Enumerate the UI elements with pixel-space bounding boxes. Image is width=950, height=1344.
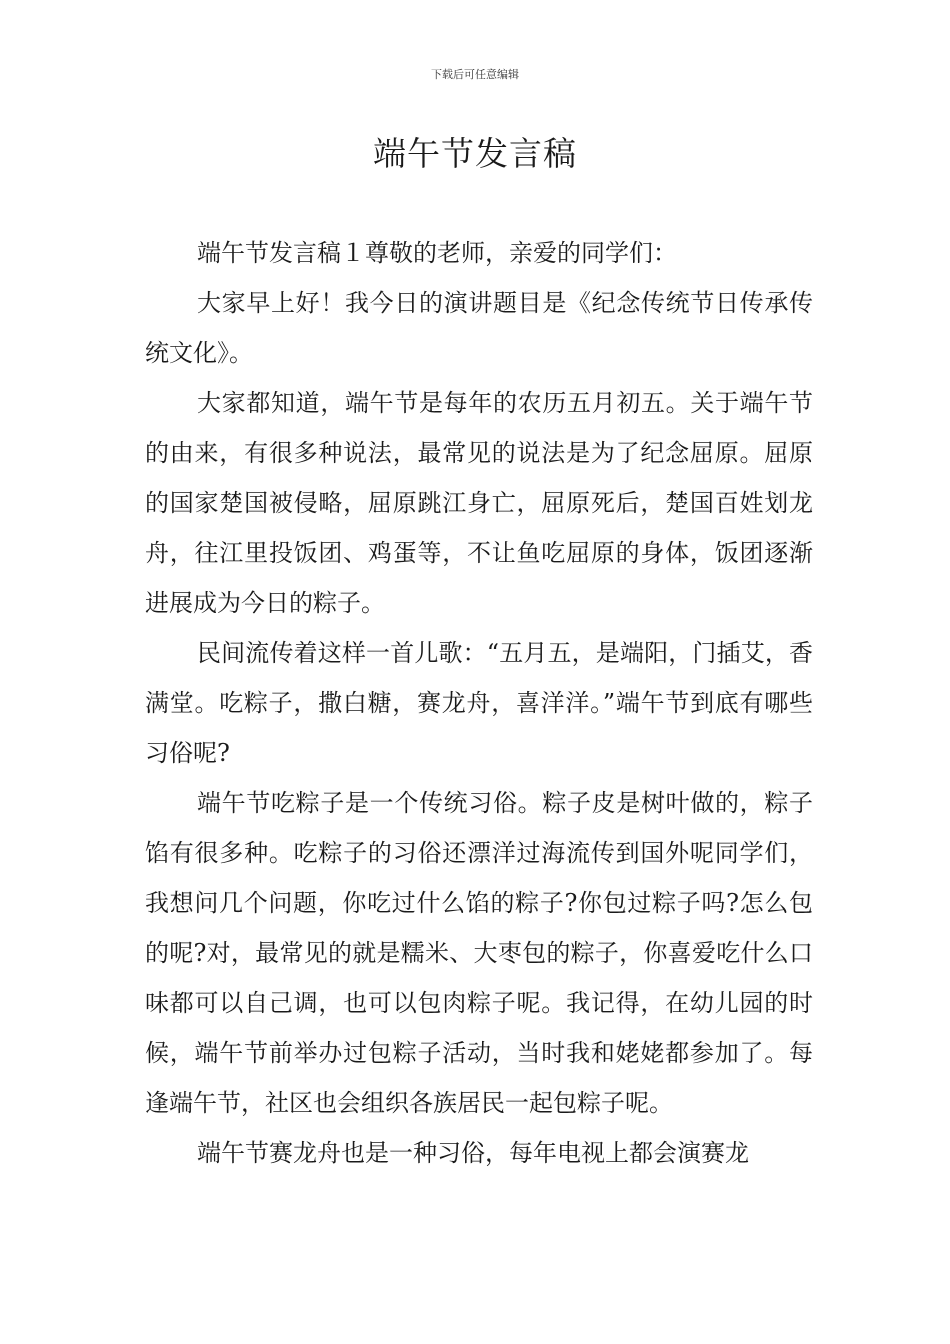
document-title: 端午节发言稿	[373, 134, 577, 173]
paragraph-zongzi: 端午节吃粽子是一个传统习俗。粽子皮是树叶做的，粽子馅有很多种。吃粽子的习俗还漂洋过海流传到国外呢同学们，我想问几个问题，你吃过什么馅的粽子?你包过粽子吗?怎么包的呢?对，最常见的就是糯米、大枣包的粽子，你喜爱吃什么口味都可以自己调，也可以包肉粽子呢。我记得，在幼儿园的时候，端午节前举办过包粽子活动，当时我和姥姥都参加了。每逢端午节，社区也会组织各族居民一起包粽子呢。	[145, 789, 813, 1117]
paragraph-folk-song: 民间流传着这样一首儿歌：“五月五，是端阳，门插艾，香满堂。吃粽子，撒白糖，赛龙舟，喜洋洋。”端午节到底有哪些习俗呢?	[145, 639, 813, 767]
header-note: 下载后可任意编辑	[431, 68, 519, 81]
document-body	[145, 228, 813, 1178]
paragraph-greeting: 端午节发言稿１尊敬的老师，亲爱的同学们：	[197, 239, 677, 267]
paragraph-intro: 大家早上好！我今日的演讲题目是《纪念传统节日传承传统文化》。	[145, 289, 813, 367]
paragraph-origin: 大家都知道，端午节是每年的农历五月初五。关于端午节的由来，有很多种说法，最常见的说法是为了纪念屈原。屈原的国家楚国被侵略，屈原跳江身亡，屈原死后，楚国百姓划龙舟，往江里投饭团、鸡蛋等，不让鱼吃屈原的身体，饭团逐渐进展成为今日的粽子。	[145, 389, 813, 617]
paragraph-dragon-boat: 端午节赛龙舟也是一种习俗，每年电视上都会演赛龙	[197, 1139, 749, 1167]
